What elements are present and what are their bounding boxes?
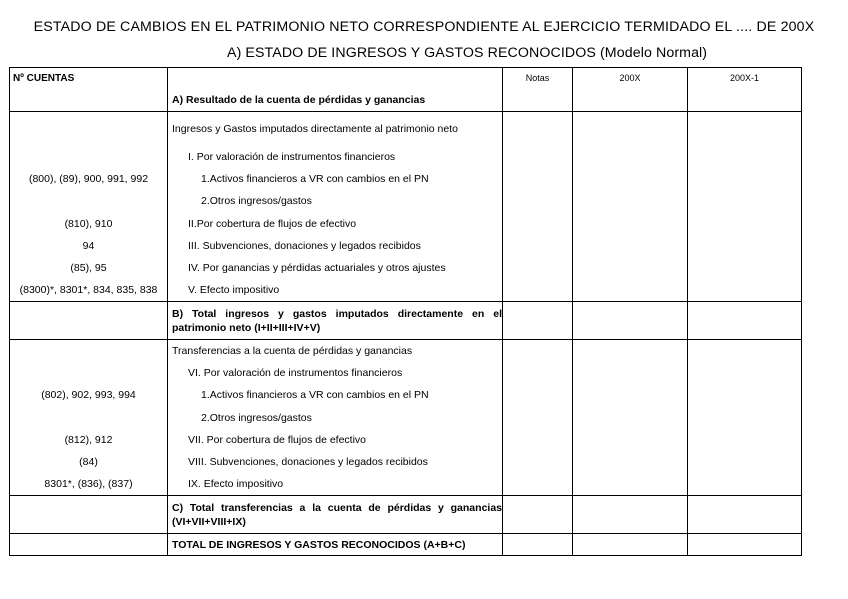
row-account: [10, 362, 168, 384]
table-row: [10, 362, 802, 384]
row-account: 94: [10, 235, 168, 257]
table-row: [10, 190, 802, 212]
row-text: VIII. Subvenciones, donaciones y legados recibidos: [168, 451, 503, 473]
row-notas: [503, 146, 573, 168]
row-prev-year: [688, 429, 802, 451]
row-year: [573, 534, 688, 556]
row-notas: [503, 112, 573, 146]
row-notas: [503, 384, 573, 406]
row-account: [10, 112, 168, 146]
row-year: [573, 496, 688, 534]
row-notas: [503, 257, 573, 279]
table-row: [10, 302, 802, 340]
row-text: C) Total transferencias a la cuenta de pérdidas y ganancias (VI+VII+VIII+IX): [168, 496, 503, 534]
table-row: [10, 235, 802, 257]
row-account: (810), 910: [10, 212, 168, 234]
row-text: Transferencias a la cuenta de pérdidas y ganancias: [168, 340, 503, 362]
row-year: [573, 429, 688, 451]
document-title: ESTADO DE CAMBIOS EN EL PATRIMONIO NETO CORRESPONDIENTE AL EJERCICIO TERMIDADO EL .... DE 200X: [33, 19, 815, 35]
row-prev-year: [688, 279, 802, 301]
header-prev-year: 200X-1: [688, 68, 802, 112]
row-text: A) Resultado de la cuenta de pérdidas y ganancias: [168, 89, 503, 112]
row-year: [573, 384, 688, 406]
row-prev-year: [688, 302, 802, 340]
row-notas: [503, 406, 573, 428]
header-row: [10, 68, 802, 89]
table-row: [10, 340, 802, 362]
row-text: B) Total ingresos y gastos imputados directamente en el patrimonio neto (I+II+III+IV+V): [168, 302, 503, 340]
header-notas: Notas: [503, 68, 573, 112]
row-text: II.Por cobertura de flujos de efectivo: [168, 212, 503, 234]
row-prev-year: [688, 384, 802, 406]
row-text: III. Subvenciones, donaciones y legados recibidos: [168, 235, 503, 257]
row-year: [573, 168, 688, 190]
row-text: IV. Por ganancias y pérdidas actuariales y otros ajustes: [168, 257, 503, 279]
row-prev-year: [688, 212, 802, 234]
row-notas: [503, 168, 573, 190]
row-prev-year: [688, 112, 802, 146]
row-text: IX. Efecto impositivo: [168, 473, 503, 495]
row-year: [573, 146, 688, 168]
row-text: V. Efecto impositivo: [168, 279, 503, 301]
row-account: [10, 146, 168, 168]
table-row: [10, 112, 802, 146]
table-row: [10, 496, 802, 534]
row-notas: [503, 190, 573, 212]
header-concept: [168, 68, 503, 89]
row-account: 8301*, (836), (837): [10, 473, 168, 495]
row-prev-year: [688, 168, 802, 190]
row-notas: [503, 302, 573, 340]
row-year: [573, 112, 688, 146]
row-account: [10, 340, 168, 362]
row-notas: [503, 473, 573, 495]
table-row: [10, 429, 802, 451]
row-year: [573, 302, 688, 340]
table-row: [10, 406, 802, 428]
income-expense-table: [9, 67, 802, 556]
row-notas: [503, 235, 573, 257]
table-row: [10, 168, 802, 190]
row-text: I. Por valoración de instrumentos financieros: [168, 146, 503, 168]
row-account: [10, 190, 168, 212]
row-year: [573, 212, 688, 234]
table-row: [10, 473, 802, 495]
row-text: VI. Por valoración de instrumentos financieros: [168, 362, 503, 384]
row-prev-year: [688, 406, 802, 428]
row-text: 1.Activos financieros a VR con cambios en el PN: [168, 168, 503, 190]
row-account: (802), 902, 993, 994: [10, 384, 168, 406]
row-text: VII. Por cobertura de flujos de efectivo: [168, 429, 503, 451]
row-year: [573, 362, 688, 384]
row-year: [573, 340, 688, 362]
row-account: (8300)*, 8301*, 834, 835, 838: [10, 279, 168, 301]
row-year: [573, 451, 688, 473]
row-notas: [503, 451, 573, 473]
row-notas: [503, 279, 573, 301]
table-row: [10, 451, 802, 473]
row-prev-year: [688, 451, 802, 473]
table-row: [10, 146, 802, 168]
header-year: 200X: [573, 68, 688, 112]
row-year: [573, 257, 688, 279]
row-text: TOTAL DE INGRESOS Y GASTOS RECONOCIDOS (A+B+C): [168, 534, 503, 556]
table-row: [10, 384, 802, 406]
row-account: (800), (89), 900, 991, 992: [10, 168, 168, 190]
row-account: [10, 302, 168, 340]
table-row: [10, 279, 802, 301]
row-prev-year: [688, 340, 802, 362]
row-prev-year: [688, 146, 802, 168]
row-notas: [503, 362, 573, 384]
row-text: 2.Otros ingresos/gastos: [168, 190, 503, 212]
row-account: (84): [10, 451, 168, 473]
row-account: [10, 496, 168, 534]
row-prev-year: [688, 534, 802, 556]
row-year: [573, 190, 688, 212]
row-notas: [503, 212, 573, 234]
row-prev-year: [688, 473, 802, 495]
row-text: Ingresos y Gastos imputados directamente al patrimonio neto: [168, 112, 503, 146]
row-year: [573, 473, 688, 495]
row-prev-year: [688, 257, 802, 279]
table-row: [10, 212, 802, 234]
row-account: (85), 95: [10, 257, 168, 279]
row-text: 2.Otros ingresos/gastos: [168, 406, 503, 428]
row-year: [573, 279, 688, 301]
row-notas: [503, 340, 573, 362]
row-prev-year: [688, 235, 802, 257]
row-notas: [503, 496, 573, 534]
row-account: (812), 912: [10, 429, 168, 451]
total-row: [10, 534, 802, 556]
row-notas: [503, 429, 573, 451]
row-year: [573, 235, 688, 257]
document-subtitle: A) ESTADO DE INGRESOS Y GASTOS RECONOCIDOS (Modelo Normal): [227, 45, 708, 61]
row-notas: [503, 534, 573, 556]
row-text: 1.Activos financieros a VR con cambios en el PN: [168, 384, 503, 406]
row-account: [10, 534, 168, 556]
table-row: [10, 257, 802, 279]
row-prev-year: [688, 496, 802, 534]
row-prev-year: [688, 190, 802, 212]
header-cuentas: Nº CUENTAS: [10, 68, 168, 112]
row-prev-year: [688, 362, 802, 384]
row-year: [573, 406, 688, 428]
row-account: [10, 406, 168, 428]
